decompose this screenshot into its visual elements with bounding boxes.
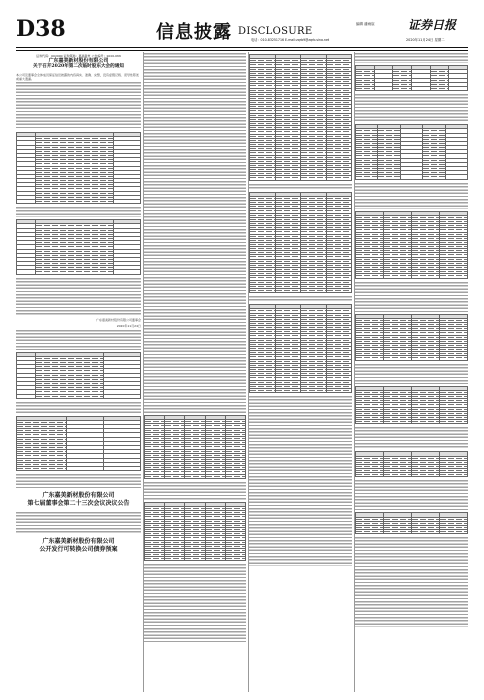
company-name: 广东嘉美新材股份有限公司 bbox=[42, 538, 115, 546]
issue-date: 2020年11月24日 星期二 bbox=[406, 38, 445, 42]
data-table bbox=[355, 512, 468, 534]
column-1 bbox=[16, 52, 141, 692]
column-3 bbox=[249, 52, 352, 692]
company-name: 广东嘉美新材股份有限公司 bbox=[42, 492, 115, 500]
data-table bbox=[355, 65, 468, 91]
data-table bbox=[355, 386, 468, 425]
text-block bbox=[355, 282, 468, 312]
text-block bbox=[16, 207, 141, 217]
masthead-rule bbox=[16, 47, 468, 48]
intro-text: 本公司及董事会全体成员保证信息披露的内容真实、准确、完整，没有虚假记载、误导性陈述或重大遗漏。 bbox=[16, 73, 140, 81]
signature: 广东嘉美新材股份有限公司董事会 bbox=[95, 317, 141, 322]
text-block bbox=[355, 480, 468, 510]
section-title-en: DISCLOSURE bbox=[238, 26, 313, 37]
company-name: 广东嘉美新材股份有限公司 bbox=[48, 58, 109, 64]
announcement-title: 第七届董事会第二十三次会议决议公告 bbox=[27, 500, 130, 508]
announcement-title: 关于召开2020年第二次临时股东大会的通知 bbox=[33, 64, 124, 69]
text-block bbox=[16, 82, 141, 130]
text-block bbox=[355, 53, 468, 63]
text-block bbox=[16, 402, 141, 414]
data-table bbox=[16, 132, 141, 204]
announcement-header bbox=[16, 492, 141, 508]
data-table bbox=[144, 415, 246, 479]
text-block bbox=[249, 184, 352, 190]
contact-info: 电话：010-83251716 E-mail:zqrb9@zqrb.sina.net bbox=[251, 38, 330, 42]
newspaper-logo: 证券日报 bbox=[408, 18, 457, 32]
section-title: 信息披露 bbox=[156, 22, 232, 43]
text-block bbox=[355, 364, 468, 384]
data-table bbox=[355, 124, 468, 179]
text-block bbox=[16, 474, 141, 488]
text-block bbox=[355, 94, 468, 122]
text-block bbox=[355, 537, 468, 627]
editor-credit: 编辑 潘雨宸 bbox=[356, 22, 375, 26]
text-block bbox=[144, 53, 246, 413]
text-block bbox=[355, 183, 468, 209]
announcement-header bbox=[16, 538, 141, 554]
stock-code-line: 证券代码：002000 证券简称：嘉美新材 公告编号：2020-066 bbox=[36, 54, 121, 58]
data-table bbox=[355, 314, 468, 361]
data-table bbox=[249, 304, 352, 393]
announcement-header bbox=[16, 54, 141, 70]
data-table bbox=[16, 352, 141, 399]
data-table bbox=[355, 451, 468, 477]
announcement-title: 公开发行可转换公司债券预案 bbox=[39, 546, 118, 554]
data-table bbox=[16, 416, 141, 471]
data-table bbox=[16, 219, 141, 274]
text-block bbox=[249, 396, 352, 566]
text-block bbox=[16, 278, 141, 316]
column-4 bbox=[355, 52, 468, 692]
text-block bbox=[249, 296, 352, 302]
text-block bbox=[144, 482, 246, 500]
column-2 bbox=[144, 52, 246, 692]
text-block bbox=[16, 330, 141, 350]
masthead bbox=[16, 14, 468, 48]
signature-date: 2020年11月24日 bbox=[116, 323, 141, 328]
text-block bbox=[16, 512, 141, 534]
page-number: D38 bbox=[16, 16, 66, 42]
data-table bbox=[355, 211, 468, 279]
masthead-rule-thin bbox=[16, 50, 468, 51]
data-table bbox=[249, 54, 352, 181]
text-block bbox=[144, 564, 246, 644]
data-table bbox=[144, 502, 246, 562]
data-table bbox=[249, 192, 352, 294]
text-block bbox=[355, 427, 468, 449]
